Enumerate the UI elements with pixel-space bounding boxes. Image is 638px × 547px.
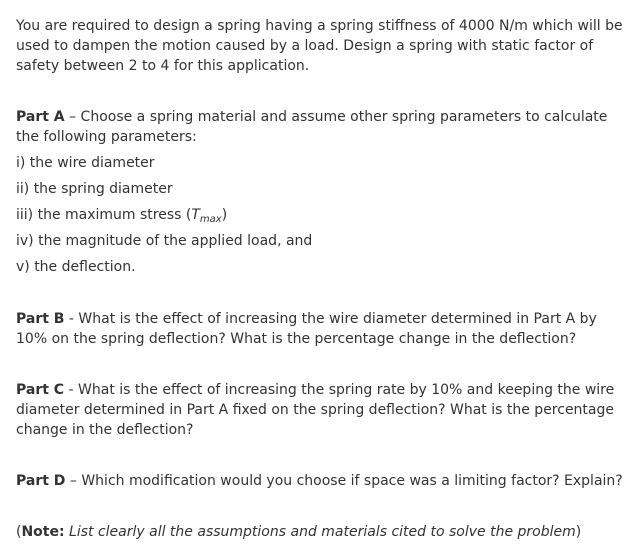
part-a-paragraph: [16, 107, 628, 147]
note-open: (: [16, 524, 22, 540]
part-d-text: – Which modification would you choose if space was a limiting factor? Explain?: [65, 473, 623, 489]
intro-paragraph: You are required to design a spring having a spring stiffness of 4000 N/m which will be used to dampen the motion caused by a load. Design a spring with static factor of safety between 2 to 4 for this application.: [16, 18, 623, 74]
list-item-maximum-stress: [16, 205, 628, 225]
tmax-subscript: max: [199, 214, 222, 225]
part-c-paragraph: [16, 380, 628, 440]
list-item-spring-diameter: ii) the spring diameter: [16, 181, 173, 197]
tmax-symbol: T: [191, 207, 200, 223]
part-a-label: Part A: [16, 109, 65, 125]
part-d-label: Part D: [16, 473, 66, 489]
problem-document: [16, 16, 628, 542]
part-a-text: – Choose a spring material and assume other spring parameters to calculate the following parameters:: [16, 109, 608, 145]
note-label: Note:: [21, 524, 65, 540]
part-b-paragraph: [16, 309, 628, 349]
list-item-deflection: v) the deflection.: [16, 259, 136, 275]
tmax-close: ): [221, 207, 228, 223]
note-paragraph: [16, 522, 628, 542]
note-text: List clearly all the assumptions and materials cited to solve the problem: [64, 524, 576, 540]
part-d-paragraph: [16, 471, 628, 491]
part-c-label: Part C: [16, 382, 65, 398]
part-b-text: - What is the effect of increasing the wire diameter determined in Part A by 10% on the spring deflection? What is the percentage change in the deflection?: [16, 311, 597, 347]
list-item-wire-diameter: i) the wire diameter: [16, 155, 155, 171]
list-item-maximum-stress-text: iii) the maximum stress (: [16, 207, 192, 223]
note-close: ): [575, 524, 582, 540]
part-c-text: - What is the effect of increasing the spring rate by 10% and keeping the wire diameter determined in Part A fixed on the spring deflection? What is the percentage change in the deflection?: [16, 382, 615, 438]
list-item-applied-load: iv) the magnitude of the applied load, and: [16, 233, 313, 249]
part-b-label: Part B: [16, 311, 65, 327]
